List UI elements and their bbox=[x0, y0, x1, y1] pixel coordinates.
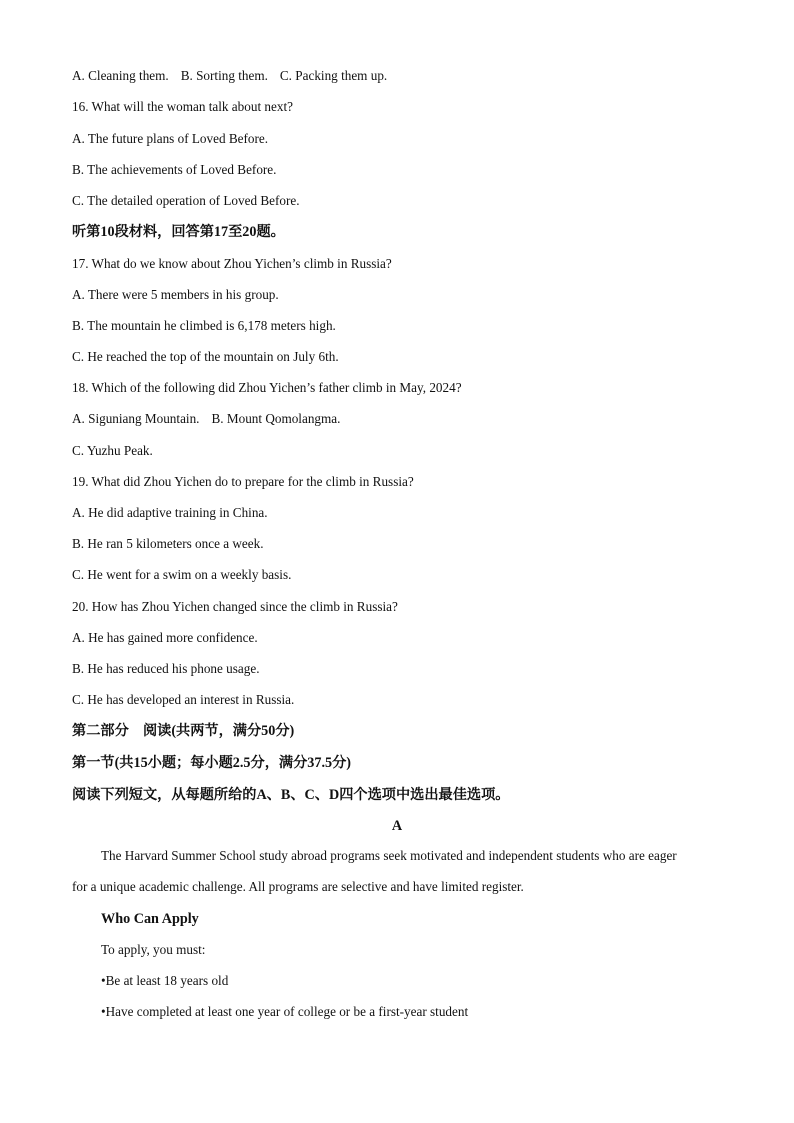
passage-label: A bbox=[391, 818, 403, 834]
q19-option-c: C. He went for a swim on a weekly basis. bbox=[72, 567, 292, 582]
q20-option-c: C. He has developed an interest in Russia. bbox=[72, 692, 295, 707]
q19-option-a: A. He did adaptive training in China. bbox=[72, 505, 268, 520]
q20-question: 20. How has Zhou Yichen changed since the climb in Russia? bbox=[72, 599, 398, 614]
part2-heading: 第二部分 阅读(共两节，满分50分) bbox=[72, 723, 295, 739]
q18-question: 18. Which of the following did Zhou Yichen’s father climb in May, 2024? bbox=[72, 380, 462, 395]
q15-option-b: B. Sorting them. bbox=[180, 68, 268, 83]
passage-para1-line1: The Harvard Summer School study abroad programs seek motivated and independent students who are eager bbox=[101, 848, 677, 863]
q17-option-c: C. He reached the top of the mountain on July 6th. bbox=[72, 349, 339, 364]
q18-options-ab bbox=[72, 410, 340, 428]
q18-option-c: C. Yuzhu Peak. bbox=[72, 443, 153, 458]
q19-question: 19. What did Zhou Yichen do to prepare for the climb in Russia? bbox=[72, 474, 414, 489]
q18-option-a: A. Siguniang Mountain. bbox=[72, 411, 200, 426]
q17-option-a: A. There were 5 members in his group. bbox=[72, 287, 279, 302]
passage-para1-line2: for a unique academic challenge. All programs are selective and have limited register. bbox=[72, 879, 524, 894]
who-can-apply-heading: Who Can Apply bbox=[101, 911, 199, 927]
q15-option-c: C. Packing them up. bbox=[279, 68, 388, 83]
q17-question: 17. What do we know about Zhou Yichen’s climb in Russia? bbox=[72, 256, 392, 271]
q15-options bbox=[72, 67, 387, 85]
q19-option-b: B. He ran 5 kilometers once a week. bbox=[72, 536, 264, 551]
q16-question: 16. What will the woman talk about next? bbox=[72, 99, 293, 114]
q20-option-b: B. He has reduced his phone usage. bbox=[72, 661, 260, 676]
q16-option-a: A. The future plans of Loved Before. bbox=[72, 131, 269, 146]
section1-heading: 第一节(共15小题；每小题2.5分，满分37.5分) bbox=[72, 755, 352, 771]
q16-option-c: C. The detailed operation of Loved Before. bbox=[72, 193, 300, 208]
q18-option-b: B. Mount Qomolangma. bbox=[211, 411, 341, 426]
q16-option-b: B. The achievements of Loved Before. bbox=[72, 162, 277, 177]
reading-instruction: 阅读下列短文，从每题所给的A、B、C、D四个选项中选出最佳选项。 bbox=[72, 787, 510, 803]
q17-option-b: B. The mountain he climbed is 6,178 meters high. bbox=[72, 318, 336, 333]
q20-option-a: A. He has gained more confidence. bbox=[72, 630, 258, 645]
to-apply-text: To apply, you must: bbox=[101, 942, 206, 957]
section10-instruction: 听第10段材料，回答第17至20题。 bbox=[72, 224, 285, 240]
requirement-bullet-college: •Have completed at least one year of college or be a first-year student bbox=[101, 1004, 469, 1019]
requirement-bullet-age: •Be at least 18 years old bbox=[101, 973, 229, 988]
q15-option-a: A. Cleaning them. bbox=[72, 68, 169, 83]
